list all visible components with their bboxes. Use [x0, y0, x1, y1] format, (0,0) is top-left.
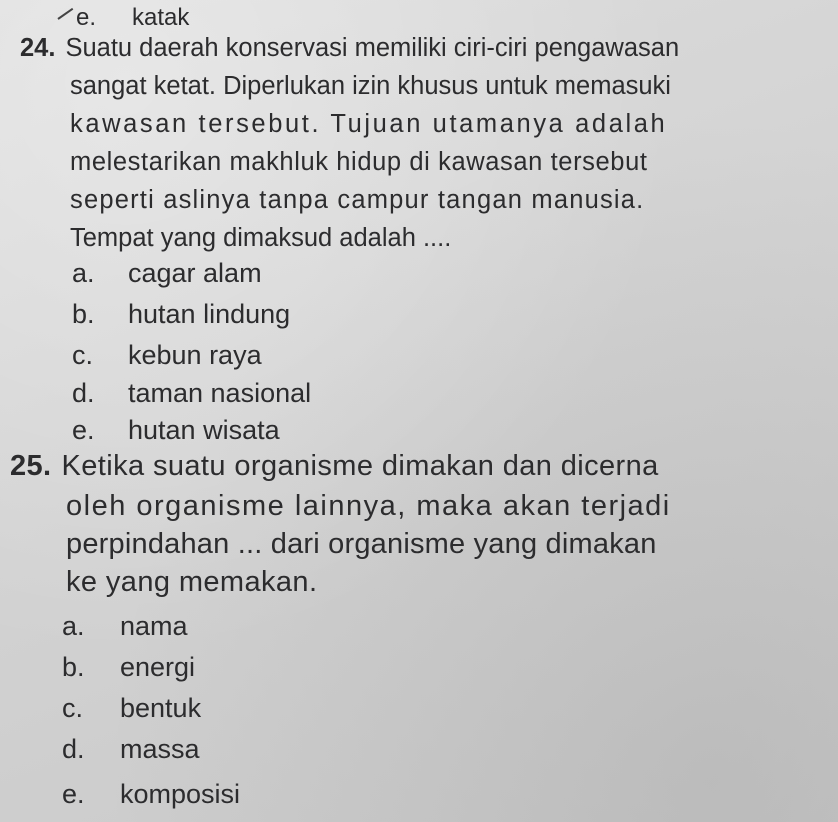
question-text: ke yang memakan. [66, 566, 318, 598]
question-25-line-1 [10, 450, 659, 482]
option-letter: c. [72, 340, 94, 370]
question-text: Suatu daerah konservasi memiliki ciri-ciri pengawasan [65, 34, 680, 62]
question-24-option-b [72, 298, 290, 330]
option-letter: e. [72, 415, 95, 445]
question-text: perpindahan ... dari organisme yang dimakan [66, 528, 657, 560]
option-text: komposisi [120, 779, 241, 809]
question-number: 25. [10, 450, 52, 482]
question-25-line-4 [66, 566, 317, 598]
question-number: 24. [20, 34, 56, 62]
pen-mark [57, 8, 73, 20]
option-letter: b. [72, 299, 95, 329]
question-25-line-3 [66, 528, 657, 560]
question-25-option-b [62, 651, 195, 683]
question-24-line-3 [70, 108, 667, 140]
question-25-option-c [62, 692, 201, 724]
option-letter: d. [62, 734, 85, 764]
option-text: taman nasional [128, 378, 312, 408]
question-24-option-d [72, 377, 311, 409]
question-25-line-2 [66, 490, 671, 522]
question-text: Ketika suatu organisme dimakan dan dicerna [61, 450, 659, 482]
question-24-line-5 [70, 184, 644, 216]
option-text: hutan lindung [128, 299, 291, 329]
question-text: seperti aslinya tanpa campur tangan manusia. [70, 186, 645, 214]
option-text: energi [120, 652, 196, 682]
prev-question-option-e [76, 2, 189, 34]
question-24-line-2 [70, 70, 671, 102]
option-letter: d. [72, 378, 95, 408]
option-text: bentuk [120, 693, 202, 723]
question-25-option-d [62, 733, 200, 765]
option-letter: e. [76, 4, 97, 31]
option-letter: a. [62, 611, 85, 641]
option-text: katak [132, 4, 190, 31]
option-letter: e. [62, 779, 85, 809]
question-text: sangat ketat. Diperlukan izin khusus untuk memasuki [70, 72, 671, 100]
question-24-option-a [72, 257, 262, 289]
question-text: kawasan tersebut. Tujuan utamanya adalah [70, 110, 668, 138]
question-25-option-e [62, 778, 240, 810]
option-text: hutan wisata [128, 415, 280, 445]
option-text: kebun raya [128, 340, 262, 370]
option-letter: a. [72, 258, 95, 288]
question-24-line-1 [20, 32, 679, 64]
question-24-line-6 [70, 222, 451, 254]
question-25-option-a [62, 610, 188, 642]
option-text: cagar alam [128, 258, 262, 288]
option-letter: c. [62, 693, 84, 723]
question-text: oleh organisme lainnya, maka akan terjadi [66, 490, 671, 522]
option-text: nama [120, 611, 188, 641]
question-24-option-e [72, 414, 280, 446]
question-text: melestarikan makhluk hidup di kawasan tersebut [70, 148, 648, 176]
option-text: massa [120, 734, 200, 764]
question-24-option-c [72, 339, 262, 371]
question-text: Tempat yang dimaksud adalah .... [70, 224, 452, 252]
option-letter: b. [62, 652, 85, 682]
question-24-line-4 [70, 146, 648, 178]
